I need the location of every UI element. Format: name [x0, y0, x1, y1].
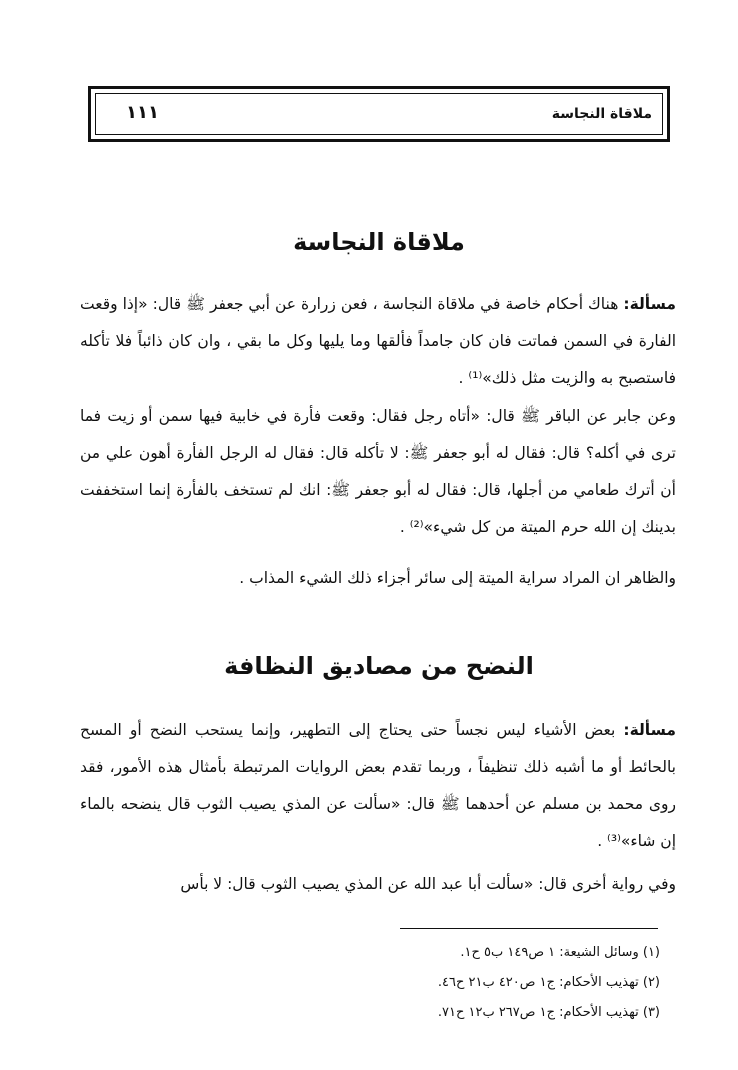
paragraph-5 — [80, 866, 676, 903]
footnote-item: (١) وسائل الشيعة: ١ ص١٤٩ ب٥ ح١. — [460, 945, 660, 960]
footnote-item: (٢) تهذيب الأحكام: ج١ ص٤٢٠ ب٢١ ح٤٦. — [437, 975, 660, 990]
running-header-inner-border — [95, 93, 663, 135]
footnote-divider — [400, 928, 658, 929]
paragraph-keyword: مسألة: — [623, 295, 676, 313]
footnote-item: (٣) تهذيب الأحكام: ج١ ص٢٦٧ ب١٢ ح٧١. — [437, 1005, 660, 1020]
footnotes-list — [300, 938, 660, 1028]
running-header-title: ملاقاة النجاسة — [551, 106, 652, 122]
running-header — [88, 86, 670, 142]
paragraph-text: هناك أحكام خاصة في ملاقاة النجاسة ، فعن زرارة عن أبي جعفر ﷺ قال: «إذا وقعت الفارة في السمن فماتت فان كان جامداً فألقها وما يليها وكل ما بقي ، وان كان ذائباً فلا تأكله فاستصبح به والزيت مثل ذلك»⁽¹⁾ . — [80, 295, 676, 387]
page-number: ١١١ — [126, 102, 159, 123]
section-heading-1: ملاقاة النجاسة — [293, 228, 465, 256]
paragraph-text: وعن جابر عن الباقر ﷺ قال: «أتاه رجل فقال: وقعت فأرة في خابية فيها سمن أو زيت فما ترى في أكله؟ قال: فقال له أبو جعفر ﷺ: لا تأكله قال: فقال له الرجل الفأرة أهون علي من أن أترك طعامي من أجلها، قال: فقال له أبو جعفر ﷺ: انك لم تستخف بالفأرة إنما استخففت بدينك إن الله حرم الميتة من كل شيء»⁽²⁾ . — [80, 407, 676, 536]
paragraph-1 — [80, 286, 676, 397]
section-heading-2: النضح من مصاديق النظافة — [224, 652, 534, 680]
paragraph-text: بعض الأشياء ليس نجساً حتى يحتاج إلى التطهير، وإنما يستحب النضح أو المسح بالحائط أو ما أشبه ذلك تنظيفاً ، وربما تقدم بعض الروايات المرتبطة بأمثال هذه الأمور، فقد روى محمد بن مسلم عن أحدهما ﷺ قال: «سألت عن المذي يصيب الثوب قال ينضحه بالماء إن شاء»⁽³⁾ . — [80, 721, 676, 850]
paragraph-2 — [80, 398, 676, 546]
paragraph-keyword: مسألة: — [623, 721, 676, 739]
paragraph-3 — [80, 560, 676, 597]
paragraph-text: والظاهر ان المراد سراية الميتة إلى سائر أجزاء ذلك الشيء المذاب . — [239, 569, 676, 587]
paragraph-4 — [80, 712, 676, 860]
paragraph-text: وفي رواية أخرى قال: «سألت أبا عبد الله عن المذي يصيب الثوب قال: لا بأس — [180, 875, 676, 893]
